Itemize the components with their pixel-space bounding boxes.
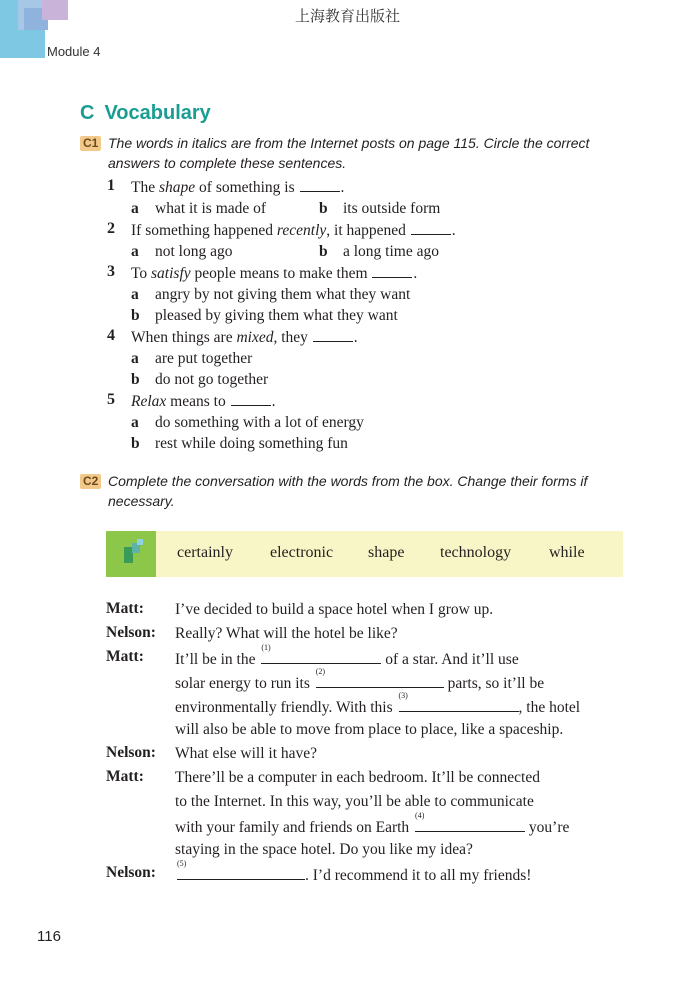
option-letter: b [131,307,140,324]
option-b[interactable]: a long time ago [343,243,439,260]
option-a[interactable]: are put together [155,350,253,367]
word-box-item: electronic [270,544,334,561]
dialogue-line: There’ll be a computer in each bedroom. It’ll be connected [175,769,540,786]
fill-in-blank[interactable]: (2) [316,672,444,688]
option-a[interactable]: angry by not giving them what they want [155,286,411,303]
option-b[interactable]: its outside form [343,200,441,217]
publisher-header: 上海教育出版社 [294,9,400,25]
question-number: 1 [107,177,115,194]
c2-instruction-line2: necessary. [108,493,175,509]
option-letter: b [319,200,328,217]
option-b[interactable]: rest while doing something fun [155,435,348,452]
word-box-item: while [549,544,585,561]
option-letter: b [319,243,328,260]
dialogue-line: with your family and friends on Earth (4) you’re [175,811,570,836]
question-number: 5 [107,391,115,408]
c1-instruction-line2: answers to complete these sentences. [108,155,347,171]
speaker-label: Matt: [106,648,144,665]
page-number: 116 [37,928,61,945]
question-stem: When things are mixed, they . [131,329,358,346]
dialogue-line: It’ll be in the (1) of a star. And it’ll use [175,643,519,668]
answer-blank[interactable] [300,177,340,192]
fill-in-blank[interactable]: (3) [399,696,519,712]
fill-in-blank[interactable]: (4) [415,816,525,832]
dialogue-line: Really? What will the hotel be like? [175,625,398,642]
dialogue-line: to the Internet. In this way, you’ll be able to communicate [175,793,534,810]
answer-blank[interactable] [411,220,451,235]
answer-blank[interactable] [231,391,271,406]
dialogue-line: staying in the space hotel. Do you like my idea? [175,841,473,858]
dialogue-line: What else will it have? [175,745,318,762]
dialogue-line: will also be able to move from place to place, like a spaceship. [175,721,564,738]
question-stem: The shape of something is . [131,179,345,196]
option-letter: a [131,414,139,431]
word-box-icon [106,531,156,577]
dialogue-line: solar energy to run its (2) parts, so it’ll be [175,667,545,692]
question-stem: To satisfy people means to make them . [131,265,418,282]
dialogue-line: environmentally friendly. With this (3) , the hotel [175,691,581,716]
speaker-label: Matt: [106,768,144,785]
c1-tag-wrap [80,134,101,152]
option-letter: a [131,200,139,217]
option-a[interactable]: what it is made of [155,200,267,217]
option-b[interactable]: pleased by giving them what they want [155,307,398,324]
c2-instruction-line1: Complete the conversation with the words from the box. Change their forms if [108,473,588,489]
dialogue-line: (5) . I’d recommend it to all my friends! [177,859,532,884]
speaker-label: Matt: [106,600,144,617]
fill-in-blank[interactable]: (5) [177,864,305,880]
speaker-label: Nelson: [106,744,156,761]
question-number: 2 [107,220,115,237]
option-a[interactable]: not long ago [155,243,233,260]
section-title [80,102,211,125]
speaker-label: Nelson: [106,624,156,641]
dialogue-line: I’ve decided to build a space hotel when I grow up. [175,601,494,618]
question-number: 3 [107,263,115,280]
module-label: Module 4 [47,44,101,59]
question-number: 4 [107,327,115,344]
c2-tag-wrap [80,472,101,490]
answer-blank[interactable] [313,327,353,342]
word-box-item: shape [368,544,405,561]
word-box [106,531,623,577]
option-letter: a [131,286,139,303]
option-letter: a [131,243,139,260]
option-a[interactable]: do something with a lot of energy [155,414,364,431]
answer-blank[interactable] [372,263,412,278]
option-letter: a [131,350,139,367]
section-letter: C [80,102,95,124]
option-b[interactable]: do not go together [155,371,269,388]
question-stem: Relax means to . [131,393,276,410]
question-stem: If something happened recently, it happened . [131,222,456,239]
c2-tag: C2 [80,474,101,489]
option-letter: b [131,435,140,452]
word-box-item: technology [440,544,512,561]
fill-in-blank[interactable]: (1) [261,648,381,664]
c1-instruction-line1: The words in italics are from the Internet posts on page 115. Circle the correct [108,135,590,151]
word-box-item: certainly [177,544,233,561]
speaker-label: Nelson: [106,864,156,881]
section-name: Vocabulary [104,102,211,124]
option-letter: b [131,371,140,388]
c1-tag: C1 [80,136,101,151]
